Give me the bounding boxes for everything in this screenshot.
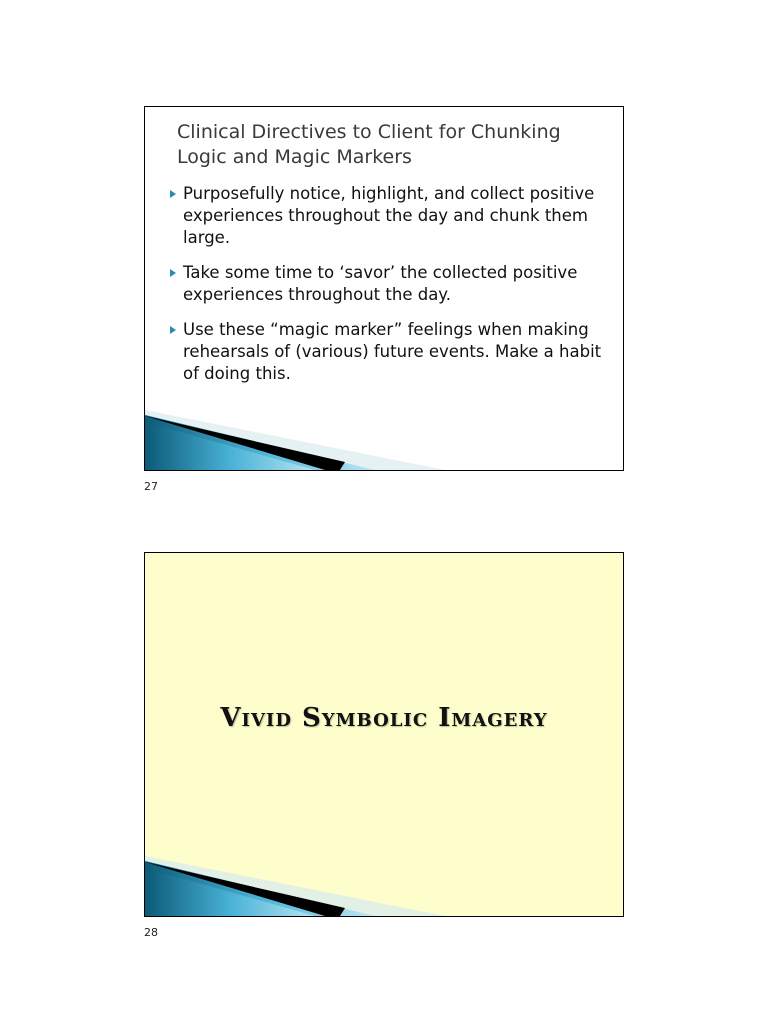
right-triangle-icon (170, 269, 176, 277)
bullet-list (169, 183, 609, 398)
right-triangle-icon (170, 190, 176, 198)
right-triangle-icon (170, 326, 176, 334)
slide-number: 27 (144, 480, 158, 493)
slide-28 (144, 552, 624, 917)
slide-title: Clinical Directives to Client for Chunking Logic and Magic Markers (177, 121, 561, 168)
slide-27 (144, 106, 624, 471)
bullet-text: Use these “magic marker” feelings when making rehearsals of (various) future events. Make a habit of doing this. (183, 320, 602, 383)
bullet-item (169, 183, 609, 249)
decorative-swoosh (145, 410, 445, 470)
bullet-text: Purposefully notice, highlight, and collect positive experiences throughout the day and chunk them large. (183, 184, 595, 247)
decorative-swoosh (145, 856, 445, 916)
bullet-item (169, 262, 609, 306)
slide-number: 28 (144, 926, 158, 939)
bullet-item (169, 319, 609, 385)
bullet-text: Take some time to ‘savor’ the collected positive experiences throughout the day. (183, 263, 578, 304)
slide-title: Vivid Symbolic Imagery (220, 703, 548, 733)
